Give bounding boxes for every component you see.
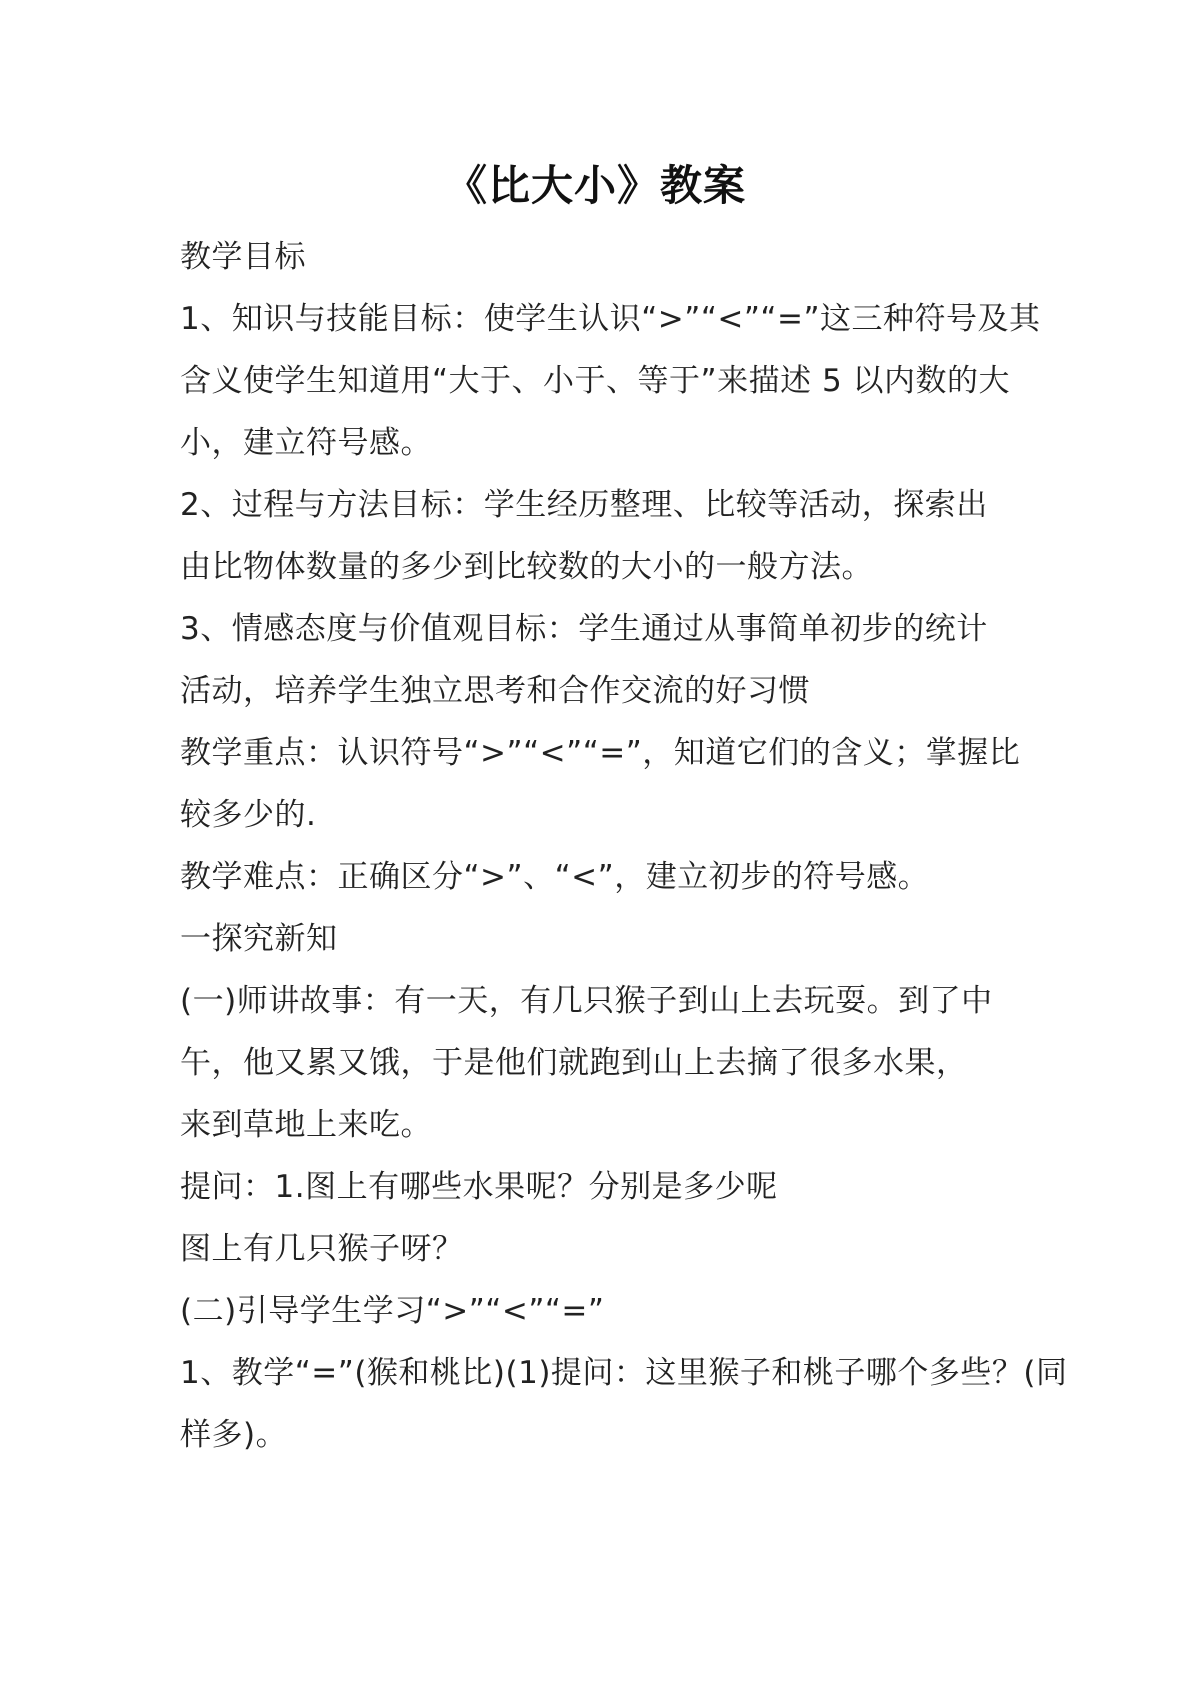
paragraph-line-question: 提问：1.图上有哪些水果呢？分别是多少呢: [180, 1169, 778, 1205]
paragraph-line: 活动，培养学生独立思考和合作交流的好习惯: [180, 673, 810, 709]
paragraph-line: 小，建立符号感。: [180, 425, 432, 461]
paragraph-line: 1、教学“=”(猴和桃比)(1)提问：这里猴子和桃子哪个多些？(同: [180, 1355, 1068, 1391]
document-title: 《比大小》教案: [444, 161, 746, 210]
paragraph-line: 2、过程与方法目标：学生经历整理、比较等活动，探索出: [180, 487, 988, 523]
paragraph-line: 含义使学生知道用“大于、小于、等于”来描述 5 以内数的大: [180, 363, 1011, 399]
paragraph-line-guide: (二)引导学生学习“>”“<”“=”: [180, 1293, 605, 1329]
paragraph-line: 较多少的.: [180, 797, 317, 833]
paragraph-line: 样多)。: [180, 1417, 288, 1453]
paragraph-line: 来到草地上来吃。: [180, 1107, 432, 1143]
paragraph-line-key-points: 教学重点：认识符号“>”“<”“=”，知道它们的含义；掌握比: [180, 735, 1021, 771]
section-heading-objectives: 教学目标: [180, 239, 306, 275]
paragraph-line-difficulties: 教学难点：正确区分“>”、“<”，建立初步的符号感。: [180, 859, 930, 895]
paragraph-line: 图上有几只猴子呀？: [180, 1231, 464, 1267]
section-heading-explore: 一探究新知: [180, 921, 338, 957]
paragraph-line: (一)师讲故事：有一天，有几只猴子到山上去玩耍。到了中: [180, 983, 993, 1019]
document-body: [180, 226, 1068, 1466]
paragraph-line: 午，他又累又饿，于是他们就跑到山上去摘了很多水果，: [180, 1045, 968, 1081]
paragraph-line: 由比物体数量的多少到比较数的大小的一般方法。: [180, 549, 873, 585]
paragraph-line: 1、知识与技能目标：使学生认识“>”“<”“=”这三种符号及其: [180, 301, 1041, 337]
paragraph-line: 3、情感态度与价值观目标：学生通过从事简单初步的统计: [180, 611, 988, 647]
